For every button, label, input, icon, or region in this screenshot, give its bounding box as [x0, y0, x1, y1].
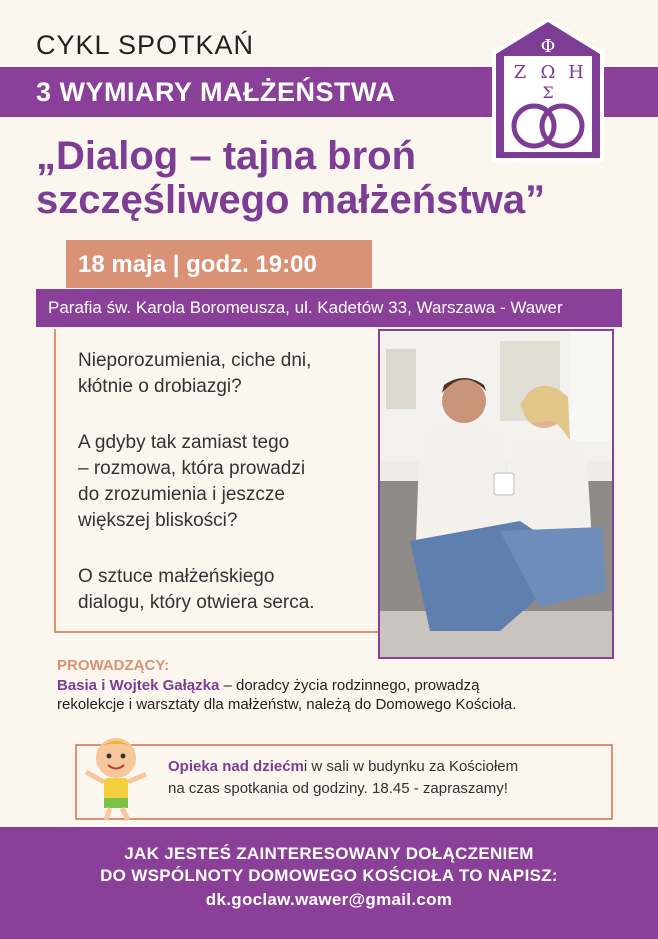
intro-paragraph-1	[78, 348, 311, 400]
logo-letter-eta: Η	[568, 62, 584, 83]
couple-illustration	[380, 331, 612, 657]
event-datetime: 18 maja | godz. 19:00	[78, 251, 317, 278]
theme-title: 3 WYMIARY MAŁŻEŃSTWA	[36, 77, 396, 107]
intro-line: O sztuce małżeńskiego	[78, 566, 275, 587]
intro-line: Nieporozumienia, ciche dni,	[78, 350, 312, 371]
leaders-heading: PROWADZĄCY:	[57, 657, 170, 674]
logo-letter-sigma: Σ	[542, 83, 554, 102]
series-title: CYKL SPOTKAŃ	[36, 30, 255, 60]
childcare-line-2: na czas spotkania od godziny. 18.45 - zapraszamy!	[168, 780, 508, 797]
leaders-desc-1: – doradcy życia rodzinnego, prowadzą	[219, 677, 480, 694]
event-venue: Parafia św. Karola Boromeusza, ul. Kadetów 33, Warszawa - Wawer	[48, 298, 563, 317]
intro-paragraph-3	[78, 564, 315, 616]
couple-photo	[378, 329, 614, 659]
leaders-names: Basia i Wojtek Gałązka	[57, 677, 220, 694]
footer-line-1: JAK JESTEŚ ZAINTERESOWANY DOŁĄCZENIEM	[124, 844, 534, 863]
leaders-line-2: rekolekcje i warsztaty dla małżeństw, należą do Domowego Kościoła.	[57, 696, 517, 713]
childcare-rest: i w sali w budynku za Kościołem	[303, 758, 519, 775]
contact-email-link[interactable]: dk.goclaw.wawer@gmail.com	[205, 890, 453, 909]
logo-letter-phi: Φ	[540, 36, 556, 57]
headline-line-2: szczęśliwego małżeństwa”	[36, 178, 546, 222]
event-headline	[36, 134, 545, 222]
intro-line: – rozmowa, która prowadzi	[78, 458, 306, 479]
footer-line-2: DO WSPÓLNOTY DOMOWEGO KOŚCIOŁA TO NAPISZ:	[100, 866, 558, 885]
intro-line: dialogu, który otwiera serca.	[78, 592, 315, 613]
intro-line: A gdyby tak zamiast tego	[78, 432, 290, 453]
intro-line: kłótnie o drobiazgi?	[78, 376, 242, 397]
headline-line-1: „Dialog – tajna broń	[36, 134, 417, 178]
logo-letter-omega: Ω	[540, 62, 556, 83]
childcare-line-1	[168, 758, 518, 775]
childcare-strong: Opieka nad dziećm	[168, 758, 304, 775]
child-illustration-icon	[76, 732, 156, 824]
leaders-line-1	[57, 677, 479, 694]
logo-letter-zeta: Ζ	[513, 62, 527, 83]
intro-line: większej bliskości?	[78, 510, 238, 531]
intro-line: do zrozumienia i jeszcze	[78, 484, 285, 505]
intro-paragraph-2	[78, 430, 305, 534]
